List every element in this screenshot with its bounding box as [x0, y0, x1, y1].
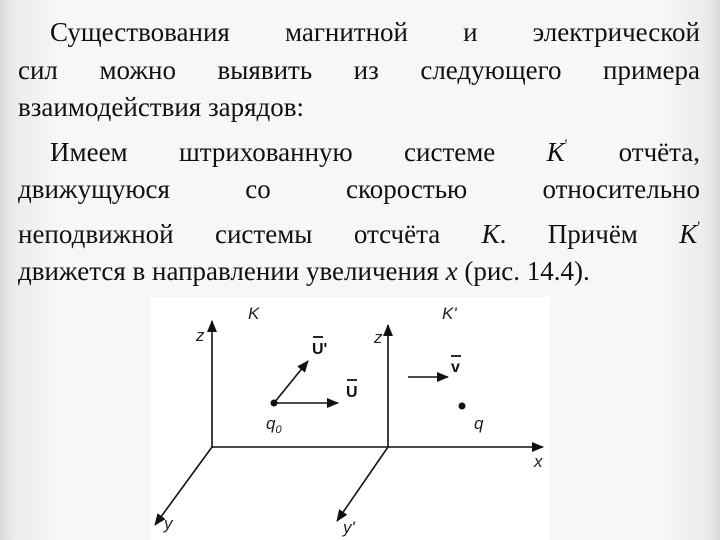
label-v: v	[451, 359, 460, 376]
paragraph-2-line-3	[18, 209, 700, 254]
paragraph-1-line-2	[18, 52, 700, 90]
x-symbol: x	[445, 256, 458, 286]
label-k-prime: K'	[442, 304, 457, 323]
text-span: . Причём	[499, 218, 638, 249]
text-span: взаимодействия зарядов:	[18, 92, 305, 122]
paragraph-2-line-4	[18, 253, 700, 291]
figure-reference-frames	[150, 297, 550, 540]
label-q0	[266, 414, 282, 436]
text-span: Существования магнитной и электрической	[50, 17, 700, 47]
k-symbol: K	[679, 218, 698, 249]
label-y: y	[164, 514, 173, 533]
k-symbol: K	[481, 218, 500, 249]
label-x: x	[534, 452, 543, 471]
text-span: движущуюся со скоростью относительно	[18, 174, 700, 204]
text-span: отчёта,	[618, 136, 701, 167]
text-span: движется в направлении увеличения	[18, 256, 439, 286]
label-k: K	[248, 304, 260, 323]
label-z: z	[196, 326, 205, 345]
prime-mark: '	[564, 136, 568, 153]
text-block	[18, 14, 700, 291]
label-q0-subscript: 0	[275, 424, 282, 436]
figure-svg	[150, 297, 550, 540]
label-u: U	[346, 384, 358, 401]
text-span: неподвижной системы отсчёта	[18, 218, 441, 249]
vector-u-prime-arrow	[274, 361, 308, 403]
label-z-prime: z'	[374, 328, 386, 347]
text-span: сил можно выявить из следующего примера	[18, 54, 700, 85]
label-u-prime: U'	[312, 341, 328, 358]
paragraph-1-line-1	[18, 14, 700, 52]
axis-y-prime	[337, 447, 388, 521]
charge-q	[459, 403, 466, 410]
prime-mark: '	[697, 218, 701, 235]
paragraph-2-line-1	[18, 127, 700, 172]
label-q0-base: q	[266, 414, 276, 433]
text-span: Имеем штрихованную системе	[50, 136, 496, 167]
label-q: q	[474, 414, 484, 433]
k-symbol: K	[546, 136, 565, 167]
text-span: (рис. 14.4).	[464, 256, 590, 286]
paragraph-2-line-2	[18, 171, 700, 209]
label-y-prime: y'	[343, 518, 355, 537]
paragraph-1-line-3	[18, 89, 700, 127]
